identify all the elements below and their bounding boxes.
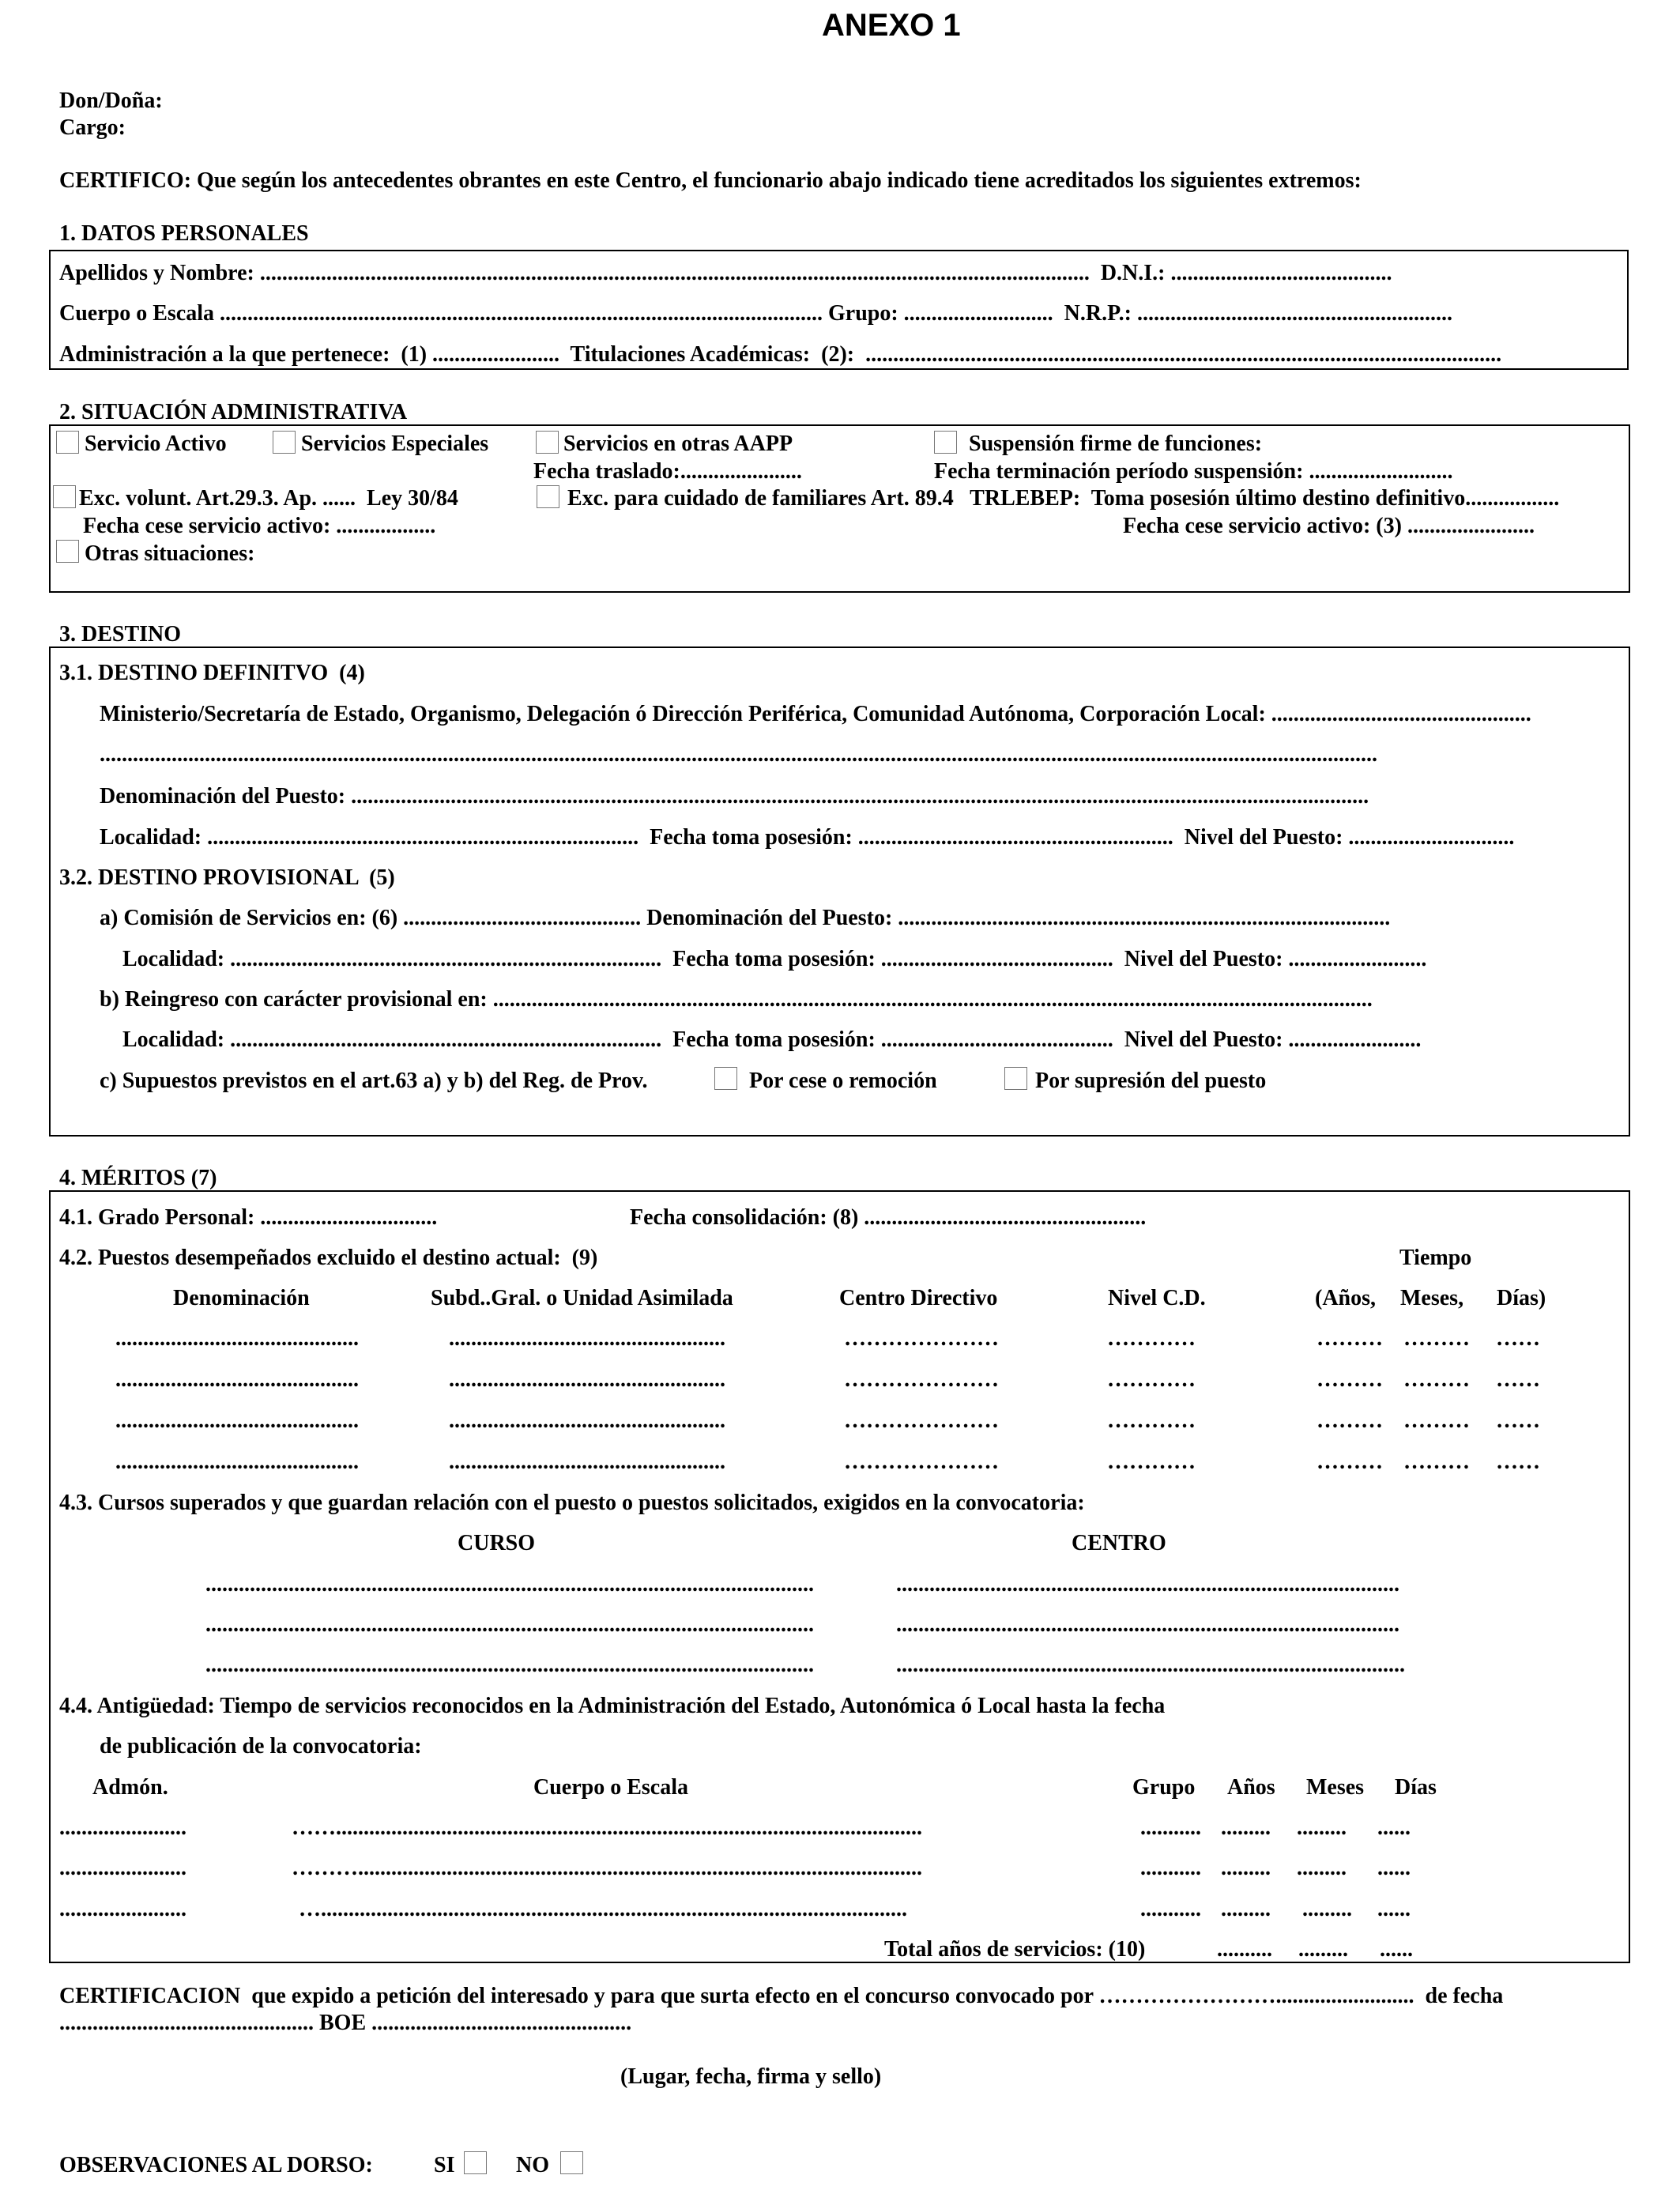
puesto-cell[interactable]: .................................................. bbox=[449, 1367, 725, 1392]
fecha-cese-field[interactable]: Fecha cese servicio activo: .................. bbox=[83, 514, 436, 538]
puesto-cell[interactable]: ………… bbox=[1107, 1326, 1196, 1351]
fecha-traslado-field[interactable]: Fecha traslado:...................... bbox=[533, 459, 802, 484]
exc-voluntaria-checkbox[interactable] bbox=[53, 485, 76, 508]
puesto-cell[interactable]: …… bbox=[1496, 1408, 1540, 1433]
puesto-cell[interactable]: ............................................ bbox=[115, 1449, 359, 1474]
col-centro-directivo: Centro Directivo bbox=[839, 1286, 998, 1310]
observaciones-label: OBSERVACIONES AL DORSO: bbox=[59, 2153, 373, 2177]
centro-cell[interactable]: ........................................................................................... bbox=[896, 1572, 1399, 1596]
col-anos: (Años, bbox=[1315, 1286, 1377, 1310]
section-2-title: 2. SITUACIÓN ADMINISTRATIVA bbox=[59, 400, 408, 424]
section-1-title: 1. DATOS PERSONALES bbox=[59, 221, 309, 246]
certificacion-text: CERTIFICACION que expido a petición del interesado y para que surta efecto en el concurso convocado por ……………………......................... de fecha bbox=[59, 1984, 1504, 2008]
antiguedad-cell[interactable]: ......... bbox=[1297, 1856, 1347, 1880]
antiguedad-cell[interactable]: ......... bbox=[1221, 1815, 1271, 1840]
antiguedad-cell[interactable]: ......... bbox=[1297, 1815, 1347, 1840]
centro-header: CENTRO bbox=[1072, 1531, 1166, 1555]
reingreso-field[interactable]: b) Reingreso con carácter provisional en: ............................................................................................................................................................... bbox=[100, 987, 1373, 1012]
puesto-cell[interactable]: …… bbox=[1496, 1449, 1540, 1474]
por-supresion-checkbox[interactable] bbox=[1004, 1067, 1027, 1090]
destino-provisional-title: 3.2. DESTINO PROVISIONAL (5) bbox=[59, 865, 395, 890]
otras-situaciones-checkbox[interactable] bbox=[56, 540, 79, 563]
puesto-cell[interactable]: ……… bbox=[1403, 1449, 1470, 1474]
fecha-cese-3-field[interactable]: Fecha cese servicio activo: (3) ....................... bbox=[1123, 514, 1535, 538]
antiguedad-cell[interactable]: ......... bbox=[1302, 1897, 1352, 1921]
curso-cell[interactable]: .............................................................................................................. bbox=[205, 1572, 814, 1596]
antiguedad-subtitle: de publicación de la convocatoria: bbox=[100, 1734, 422, 1759]
puesto-cell[interactable]: ............................................ bbox=[115, 1367, 359, 1392]
puestos-desempenados-title: 4.2. Puestos desempeñados excluido el destino actual: (9) bbox=[59, 1246, 598, 1270]
otras-situaciones-label: Otras situaciones: bbox=[85, 541, 255, 566]
destino-definitivo-title: 3.1. DESTINO DEFINITVO (4) bbox=[59, 661, 365, 685]
puesto-cell[interactable]: ……… bbox=[1317, 1326, 1383, 1351]
puesto-cell[interactable]: ……… bbox=[1317, 1449, 1383, 1474]
localidad-comision-field[interactable]: Localidad: .............................................................................. Fecha toma posesión: .......................................... Nivel del Puesto: ......................... bbox=[122, 947, 1427, 971]
total-dias-field[interactable]: ...... bbox=[1380, 1937, 1413, 1962]
puesto-cell[interactable]: ............................................ bbox=[115, 1326, 359, 1351]
antiguedad-cell[interactable]: ...... bbox=[1377, 1856, 1411, 1880]
no-checkbox[interactable] bbox=[560, 2151, 583, 2174]
col-grupo: Grupo bbox=[1132, 1775, 1196, 1800]
centro-cell[interactable]: ........................................................................................... bbox=[896, 1612, 1399, 1637]
por-cese-checkbox[interactable] bbox=[714, 1067, 737, 1090]
localidad-reingreso-field[interactable]: Localidad: .............................................................................. Fecha toma posesión: .......................................... Nivel del Puesto: ........................ bbox=[122, 1027, 1422, 1052]
grado-personal-field[interactable]: 4.1. Grado Personal: ................................ bbox=[59, 1205, 438, 1230]
col-cuerpo: Cuerpo o Escala bbox=[533, 1775, 688, 1800]
lugar-fecha-firma: (Lugar, fecha, firma y sello) bbox=[620, 2064, 882, 2089]
ministerio-field[interactable]: Ministerio/Secretaría de Estado, Organismo, Delegación ó Dirección Periférica, Comunidad Autónoma, Corporación Local: ............................................... bbox=[100, 702, 1531, 726]
col-meses: Meses bbox=[1306, 1775, 1365, 1800]
administracion-field[interactable]: Administración a la que pertenece: (1) ....................... Titulaciones Académicas: (2): ................................................................................................................... bbox=[59, 342, 1502, 367]
no-label: NO bbox=[516, 2153, 549, 2177]
tiempo-header: Tiempo bbox=[1399, 1246, 1472, 1270]
puesto-cell[interactable]: …… bbox=[1496, 1326, 1540, 1351]
total-servicios-label: Total años de servicios: (10) bbox=[884, 1937, 1146, 1962]
si-label: SI bbox=[434, 2153, 455, 2177]
puesto-cell[interactable]: ……… bbox=[1403, 1326, 1470, 1351]
section-4-title: 4. MÉRITOS (7) bbox=[59, 1166, 217, 1190]
puesto-cell[interactable]: .................................................. bbox=[449, 1408, 725, 1433]
supuestos-label: c) Supuestos previstos en el art.63 a) y b) del Reg. de Prov. bbox=[100, 1069, 648, 1093]
section-3-title: 3. DESTINO bbox=[59, 622, 182, 647]
antiguedad-cell[interactable]: ...... bbox=[1377, 1897, 1411, 1921]
puesto-cell[interactable]: ……… bbox=[1403, 1367, 1470, 1392]
puesto-cell[interactable]: ………………… bbox=[844, 1408, 999, 1433]
puesto-cell[interactable]: ............................................ bbox=[115, 1408, 359, 1433]
puesto-cell[interactable]: .................................................. bbox=[449, 1326, 725, 1351]
puesto-cell[interactable]: …… bbox=[1496, 1367, 1540, 1392]
servicio-activo-checkbox[interactable] bbox=[56, 431, 79, 454]
antiguedad-cell[interactable]: ........... bbox=[1140, 1897, 1201, 1921]
antiguedad-cell[interactable]: ......... bbox=[1221, 1856, 1271, 1880]
boe-field[interactable]: .............................................. BOE ............................................... bbox=[59, 2011, 632, 2035]
antiguedad-cell[interactable]: ......... bbox=[1221, 1897, 1271, 1921]
cursos-title: 4.3. Cursos superados y que guardan relación con el puesto o puestos solicitados, exigidos en la convocatoria: bbox=[59, 1491, 1085, 1515]
col-anos: Años bbox=[1227, 1775, 1275, 1800]
exc-cuidado-label: Exc. para cuidado de familiares Art. 89.4 TRLEBEP: Toma posesión último destino definitivo................. bbox=[567, 486, 1560, 511]
curso-header: CURSO bbox=[458, 1531, 536, 1555]
antiguedad-title: 4.4. Antigüedad: Tiempo de servicios reconocidos en la Administración del Estado, Autonómica ó Local hasta la fecha bbox=[59, 1694, 1166, 1718]
antiguedad-cell[interactable]: ....................... bbox=[59, 1897, 186, 1921]
puesto-cell[interactable]: ………………… bbox=[844, 1367, 999, 1392]
antiguedad-cell[interactable]: ...... bbox=[1377, 1815, 1411, 1840]
ministerio-continuation[interactable]: ....................................................................................................................................................................................................................................... bbox=[100, 742, 1377, 767]
puesto-cell[interactable]: ………………… bbox=[844, 1326, 999, 1351]
antiguedad-cell[interactable]: …….......................................................................................................... bbox=[292, 1815, 922, 1840]
servicios-especiales-label: Servicios Especiales bbox=[301, 432, 489, 456]
por-supresion-label: Por supresión del puesto bbox=[1035, 1069, 1267, 1093]
servicios-especiales-checkbox[interactable] bbox=[273, 431, 296, 454]
fecha-terminacion-field[interactable]: Fecha terminación período suspensión: .......................... bbox=[934, 459, 1453, 484]
antiguedad-cell[interactable]: ........... bbox=[1140, 1815, 1201, 1840]
si-checkbox[interactable] bbox=[464, 2151, 487, 2174]
exc-voluntaria-label: Exc. volunt. Art.29.3. Ap. ...... Ley 30/84 bbox=[79, 486, 458, 511]
col-subdireccion: Subd..Gral. o Unidad Asimilada bbox=[431, 1286, 733, 1310]
col-dias: Días bbox=[1395, 1775, 1437, 1800]
antiguedad-cell[interactable]: ………...................................................................................................... bbox=[292, 1856, 922, 1880]
comision-field[interactable]: a) Comisión de Servicios en: (6) ........................................... Denominación del Puesto: ......................................................................................... bbox=[100, 906, 1391, 930]
col-denominacion: Denominación bbox=[173, 1286, 310, 1310]
localidad-definitivo-field[interactable]: Localidad: .............................................................................. Fecha toma posesión: ......................................................... Nivel del Puesto: .............................. bbox=[100, 825, 1515, 850]
puesto-cell[interactable]: ……… bbox=[1317, 1408, 1383, 1433]
apellidos-field[interactable]: Apellidos y Nombre: ...................................................................................................................................................... D.N.I.: ........................................ bbox=[59, 261, 1392, 285]
curso-cell[interactable]: .............................................................................................................. bbox=[205, 1653, 814, 1677]
servicio-activo-label: Servicio Activo bbox=[85, 432, 227, 456]
col-nivel-cd: Nivel C.D. bbox=[1108, 1286, 1206, 1310]
centro-cell[interactable]: ............................................................................................ bbox=[896, 1653, 1405, 1677]
antiguedad-cell[interactable]: ....................... bbox=[59, 1815, 186, 1840]
page-title: ANEXO 1 bbox=[822, 8, 961, 43]
suspension-checkbox[interactable] bbox=[934, 431, 957, 454]
suspension-label: Suspensión firme de funciones: bbox=[969, 432, 1263, 456]
otras-aapp-checkbox[interactable] bbox=[536, 431, 559, 454]
total-anos-field[interactable]: .......... bbox=[1217, 1937, 1272, 1962]
col-meses: Meses, bbox=[1400, 1286, 1464, 1310]
cuerpo-field[interactable]: Cuerpo o Escala ............................................................................................................. Grupo: ........................... N.R.P.: ......................................................... bbox=[59, 301, 1452, 326]
puesto-cell[interactable]: ………… bbox=[1107, 1367, 1196, 1392]
puesto-cell[interactable]: ………… bbox=[1107, 1449, 1196, 1474]
cargo-label: Cargo: bbox=[59, 115, 126, 140]
antiguedad-cell[interactable]: ........... bbox=[1140, 1856, 1201, 1880]
por-cese-label: Por cese o remoción bbox=[749, 1069, 937, 1093]
certifico-text: CERTIFICO: Que según los antecedentes obrantes en este Centro, el funcionario abajo indicado tiene acreditados los siguientes extremos: bbox=[59, 168, 1362, 193]
puesto-cell[interactable]: .................................................. bbox=[449, 1449, 725, 1474]
denominacion-field[interactable]: Denominación del Puesto: ........................................................................................................................................................................................ bbox=[100, 784, 1369, 809]
fecha-consolidacion-field[interactable]: Fecha consolidación: (8) ................................................... bbox=[630, 1205, 1147, 1230]
puesto-cell[interactable]: ……… bbox=[1403, 1408, 1470, 1433]
total-meses-field[interactable]: ......... bbox=[1298, 1937, 1348, 1962]
otras-aapp-label: Servicios en otras AAPP bbox=[563, 432, 793, 456]
puesto-cell[interactable]: ………… bbox=[1107, 1408, 1196, 1433]
don-label: Don/Doña: bbox=[59, 89, 163, 113]
curso-cell[interactable]: .............................................................................................................. bbox=[205, 1612, 814, 1637]
puesto-cell[interactable]: ………………… bbox=[844, 1449, 999, 1474]
antiguedad-cell[interactable]: ….......................................................................................................... bbox=[299, 1897, 907, 1921]
exc-cuidado-checkbox[interactable] bbox=[537, 485, 559, 508]
puesto-cell[interactable]: ……… bbox=[1317, 1367, 1383, 1392]
antiguedad-cell[interactable]: ....................... bbox=[59, 1856, 186, 1880]
col-admon: Admón. bbox=[92, 1775, 168, 1800]
col-dias: Días) bbox=[1497, 1286, 1546, 1310]
